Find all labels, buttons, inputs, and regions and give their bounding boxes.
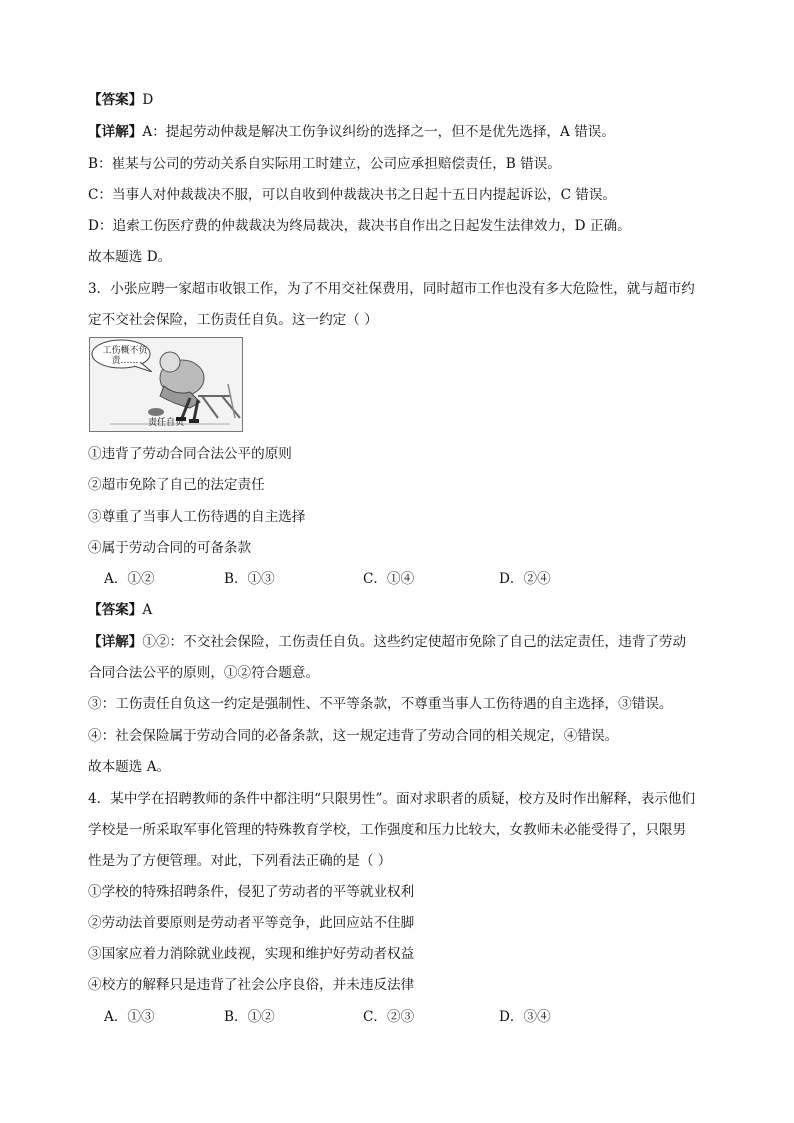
q4-stem: 学校是一所采取军事化管理的特殊教育学校，工作强度和压力比较大，女教师未必能受得了，只限男 [88,822,687,838]
option-b[interactable]: B．①③ [224,571,275,587]
option-a[interactable]: A．①③ [104,1009,155,1025]
q3-detail-line: 合同合法公平的原则，①②符合题意。 [88,665,320,681]
q4-item: ②劳动法首要原则是劳动者平等竞争，此回应站不住脚 [88,915,415,931]
q3-detail-line: ④：社会保险属于劳动合同的必备条款，这一规定违背了劳动合同的相关规定，④错误。 [88,728,619,744]
q4-stem: 4．某中学在招聘教师的条件中都注明“只限男性”。面对求职者的质疑，校方及时作出解释，表示他们 [88,791,696,807]
figure-caption: 责任自负 [147,418,184,428]
q2-detail-line: C：当事人对仲裁裁决不服，可以自收到仲裁裁决书之日起十五日内提起诉讼，C 错误。 [88,187,617,203]
q3-stem: 3．小张应聘一家超市收银工作，为了不用交社保费用，同时超市工作也没有多大危险性，就与超市约 [88,281,695,297]
option-d[interactable]: D．②④ [499,571,551,587]
q3-answer [88,601,152,619]
answer-value: D [142,92,154,108]
q2-detail-line: 【详解】A：提起劳动仲裁是解决工伤争议纠纷的选择之一，但不是优先选择，A 错误。 [88,124,615,140]
cartoon-illustration [89,337,243,432]
option-c[interactable]: C．①④ [363,571,415,587]
q3-detail-line: 【详解】①②：不交社会保险，工伤责任自负。这些约定使超市免除了自己的法定责任，违背了劳动 [88,634,687,650]
q4-item: ④校方的解释只是违背了社会公序良俗，并未违反法律 [88,977,415,993]
q2-conclusion: 故本题选 D。 [88,249,172,265]
q4-stem: 性是为了方便管理。对此，下列看法正确的是（ ） [88,853,392,869]
q3-item: ①违背了劳动合同合法公平的原则 [88,446,292,462]
q3-item: ③尊重了当事人工伤待遇的自主选择 [88,509,306,525]
answer-value: A [142,602,153,618]
q4-item: ①学校的特殊招聘条件，侵犯了劳动者的平等就业权利 [88,884,415,900]
q3-item: ②超市免除了自己的法定责任 [88,477,265,493]
option-b[interactable]: B．①② [224,1009,275,1025]
detail-tag: 【详解】 [88,634,143,650]
option-c[interactable]: C．②③ [363,1009,415,1025]
detail-tag: 【详解】 [88,124,143,140]
option-a[interactable]: A．①② [104,571,155,587]
speech-bubble-text: 工伤概不负责…… [102,346,148,366]
q2-detail-line: B：崔某与公司的劳动关系自实际用工时建立，公司应承担赔偿责任，B 错误。 [88,156,561,172]
answer-tag: 【答案】 [88,92,143,108]
q4-item: ③国家应着力消除就业歧视，实现和维护好劳动者权益 [88,946,415,962]
q2-answer [88,91,153,109]
q3-stem: 定不交社会保险，工伤责任自负。这一约定（ ） [88,312,378,328]
q3-conclusion: 故本题选 A。 [88,759,171,775]
q2-detail-line: D：追索工伤医疗费的仲裁裁决为终局裁决，裁决书自作出之日起发生法律效力，D 正确。 [88,218,631,234]
q3-detail-line: ③：工伤责任自负这一约定是强制性、不平等条款，不尊重当事人工伤待遇的自主选择，③错误。 [88,696,673,712]
answer-tag: 【答案】 [88,602,143,618]
option-d[interactable]: D．③④ [499,1009,551,1025]
q3-item: ④属于劳动合同的可备条款 [88,540,252,556]
